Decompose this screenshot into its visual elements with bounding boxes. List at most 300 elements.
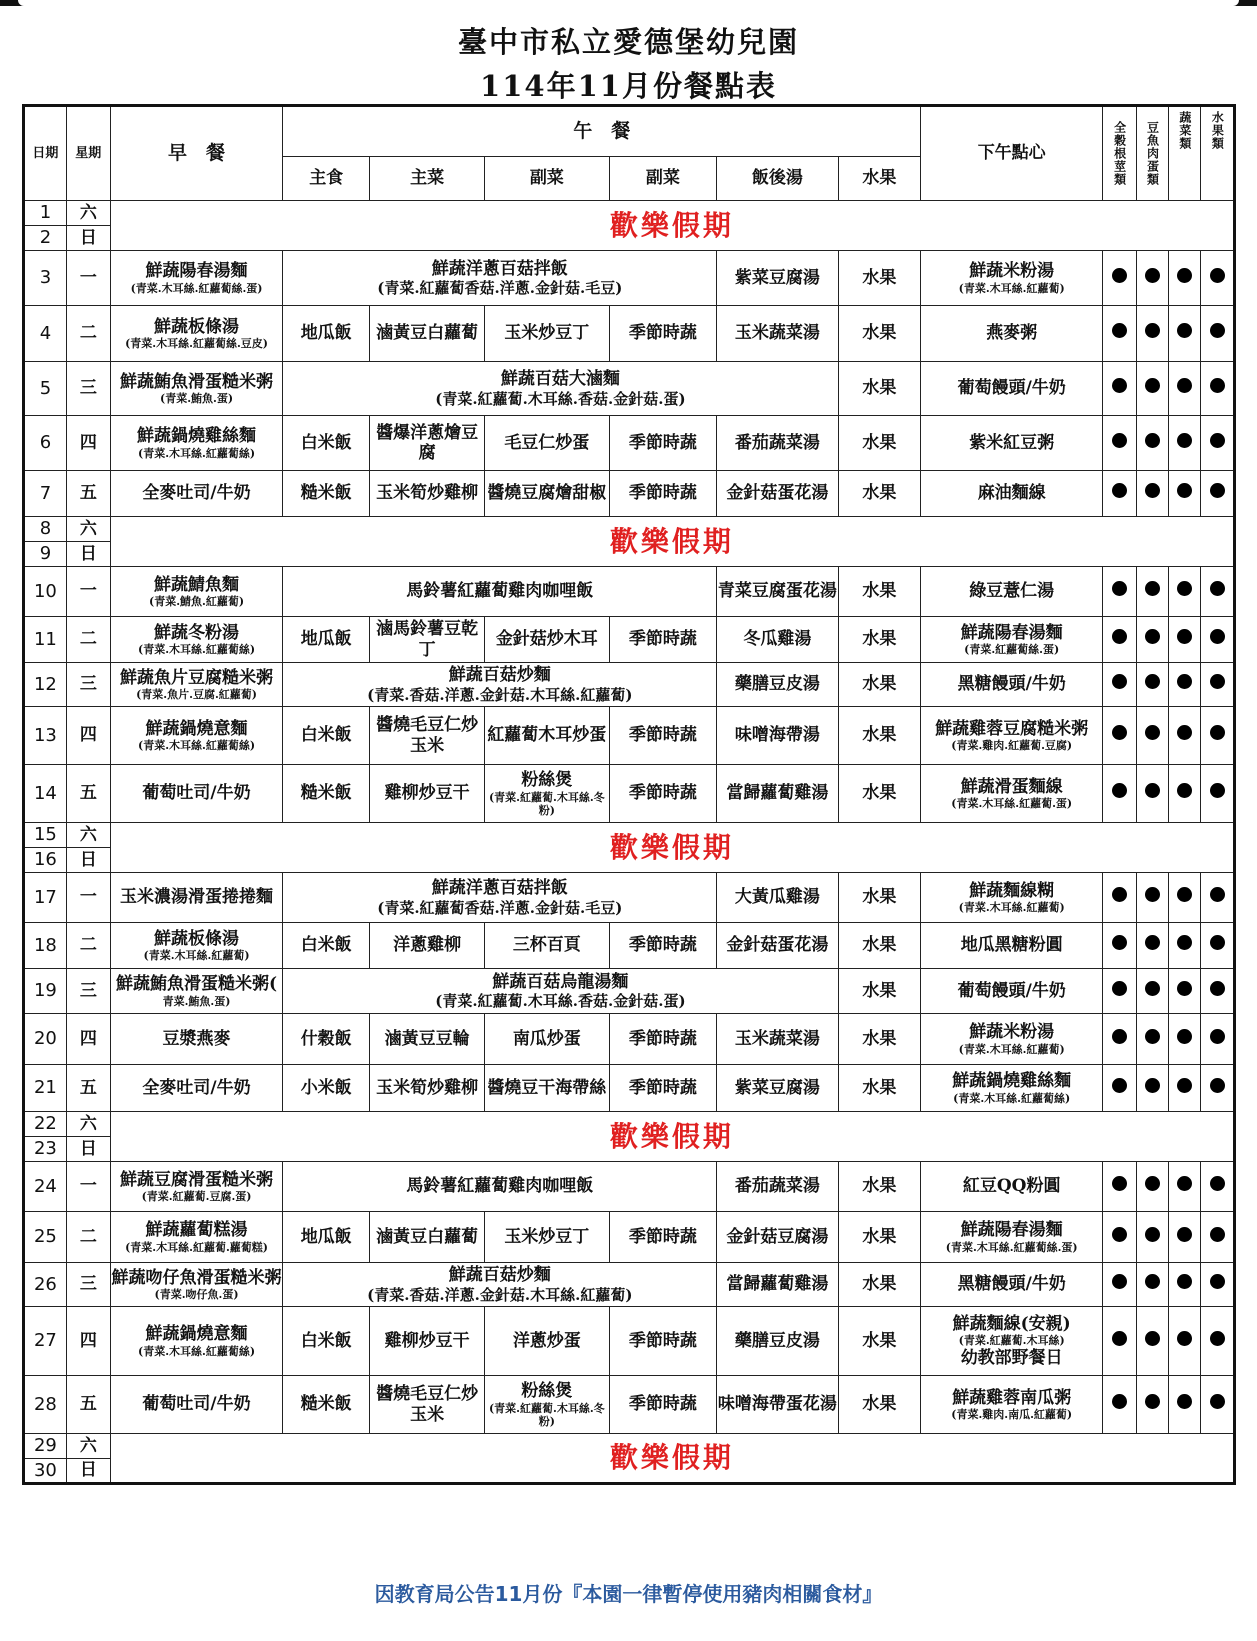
breakfast-name: 鮮蔬豆腐滑蛋糙米粥 bbox=[120, 1169, 274, 1190]
fruit-group-mark-cell bbox=[1201, 765, 1235, 823]
main-dish-cell bbox=[370, 306, 485, 362]
breakfast-cell bbox=[110, 707, 283, 765]
grains-mark-cell bbox=[1103, 765, 1136, 823]
breakfast-name: 玉米濃湯滑蛋捲捲麵 bbox=[120, 887, 274, 908]
date-cell bbox=[24, 1434, 67, 1459]
lunch-merged-cell bbox=[283, 1162, 717, 1212]
header-side2: 副菜 bbox=[609, 157, 717, 201]
fruit-cell bbox=[838, 362, 921, 416]
grains-mark-cell bbox=[1103, 362, 1136, 416]
soup-name: 番茄蔬菜湯 bbox=[734, 1176, 820, 1197]
grains-mark-cell bbox=[1103, 1307, 1136, 1376]
date-cell bbox=[24, 471, 67, 517]
weekday-cell bbox=[66, 362, 110, 416]
meal-row bbox=[24, 969, 1235, 1014]
breakfast-ingredients: (青菜.鯖魚.紅蘿蔔) bbox=[148, 595, 245, 609]
lunch-merged-cell bbox=[283, 873, 717, 923]
grains-dot bbox=[1112, 268, 1127, 283]
soup-cell bbox=[717, 1307, 838, 1376]
grains-mark-cell bbox=[1103, 1162, 1136, 1212]
breakfast-name: 鮮蔬鍋燒意麵 bbox=[145, 718, 248, 739]
breakfast-name: 葡萄吐司/牛奶 bbox=[142, 783, 251, 804]
grains-mark-cell bbox=[1103, 1212, 1136, 1263]
snack-name: 葡萄饅頭/牛奶 bbox=[957, 980, 1066, 1001]
holiday-label: 歡樂假期 bbox=[609, 830, 734, 864]
staple-cell bbox=[283, 923, 370, 969]
date-number: 22 bbox=[33, 1113, 57, 1135]
main-dish-name: 醬燒毛豆仁炒玉米 bbox=[376, 1384, 479, 1425]
side-dish-name: 毛豆仁炒蛋 bbox=[504, 432, 590, 453]
soup-name: 味噌海帶湯 bbox=[734, 725, 820, 746]
weekday-cell bbox=[66, 873, 110, 923]
fruit-cell bbox=[838, 663, 921, 707]
fruit-group-mark-cell bbox=[1201, 416, 1235, 471]
soup-name: 大黃瓜雞湯 bbox=[734, 887, 820, 908]
fruit-name: 水果 bbox=[862, 629, 897, 650]
weekday-cell bbox=[66, 251, 110, 306]
weekday-cell bbox=[66, 765, 110, 823]
soup-cell bbox=[717, 306, 838, 362]
vegetable-dot bbox=[1177, 1394, 1192, 1409]
protein-mark-cell bbox=[1136, 416, 1168, 471]
main-dish-name: 洋蔥雞柳 bbox=[393, 935, 462, 956]
fruit-cell bbox=[838, 306, 921, 362]
header-fruit-group-label: 水果類 bbox=[1210, 111, 1225, 150]
grains-mark-cell bbox=[1103, 416, 1136, 471]
date-cell bbox=[24, 226, 67, 251]
weekday-label: 六 bbox=[79, 518, 97, 539]
soup-name: 玉米蔬菜湯 bbox=[734, 323, 820, 344]
vegetable-dot bbox=[1177, 674, 1192, 689]
side-dish-cell bbox=[485, 1376, 609, 1434]
breakfast-cell bbox=[110, 362, 283, 416]
grains-dot bbox=[1112, 725, 1127, 740]
date-cell bbox=[24, 873, 67, 923]
fruit-group-dot bbox=[1210, 887, 1225, 902]
weekday-cell bbox=[66, 1263, 110, 1307]
protein-mark-cell bbox=[1136, 1065, 1168, 1112]
date-number: 24 bbox=[33, 1175, 57, 1197]
grains-dot bbox=[1112, 783, 1127, 798]
snack-name: 鮮蔬麵線糊 bbox=[969, 880, 1055, 901]
side-dish-cell bbox=[609, 617, 717, 663]
snack-name: 紅豆QQ粉圓 bbox=[962, 1176, 1061, 1197]
date-number: 16 bbox=[33, 849, 57, 871]
lunch-merged-name: 馬鈴薯紅蘿蔔雞肉咖哩飯 bbox=[406, 1176, 594, 1197]
snack-ingredients: (青菜.木耳絲.紅蘿蔔) bbox=[958, 281, 1065, 295]
soup-cell bbox=[717, 251, 838, 306]
vegetable-mark-cell bbox=[1169, 923, 1201, 969]
grains-dot bbox=[1112, 674, 1127, 689]
breakfast-cell bbox=[110, 306, 283, 362]
fruit-group-mark-cell bbox=[1201, 873, 1235, 923]
grains-dot bbox=[1112, 433, 1127, 448]
vegetable-mark-cell bbox=[1169, 969, 1201, 1014]
lunch-merged-cell bbox=[283, 567, 717, 617]
vegetable-dot bbox=[1177, 323, 1192, 338]
fruit-cell bbox=[838, 1212, 921, 1263]
header-lunch: 午 餐 bbox=[283, 106, 921, 157]
side-dish-name: 醬燒豆干海帶絲 bbox=[487, 1077, 607, 1098]
weekday-cell bbox=[66, 923, 110, 969]
weekday-label: 六 bbox=[79, 202, 97, 223]
vegetable-mark-cell bbox=[1169, 873, 1201, 923]
snack-name: 鮮蔬麵線(安親) bbox=[952, 1314, 1071, 1335]
meal-row bbox=[24, 617, 1235, 663]
fruit-cell bbox=[838, 1065, 921, 1112]
side-dish-name: 季節時蔬 bbox=[628, 1330, 697, 1351]
vegetable-dot bbox=[1177, 378, 1192, 393]
weekday-cell bbox=[66, 567, 110, 617]
date-cell bbox=[24, 1014, 67, 1065]
date-number: 8 bbox=[39, 518, 52, 540]
side-dish-cell bbox=[485, 707, 609, 765]
lunch-merged-cell bbox=[283, 663, 717, 707]
protein-mark-cell bbox=[1136, 617, 1168, 663]
fruit-group-dot bbox=[1210, 323, 1225, 338]
pork-notice: 因教育局公告11月份『本園一律暫停使用豬肉相關食材』 bbox=[374, 1582, 883, 1606]
soup-cell bbox=[717, 1065, 838, 1112]
side-dish-cell bbox=[485, 765, 609, 823]
date-number: 10 bbox=[33, 580, 57, 602]
weekday-label: 二 bbox=[79, 629, 97, 650]
holiday-row bbox=[24, 1434, 1235, 1459]
protein-dot bbox=[1145, 483, 1160, 498]
weekday-label: 日 bbox=[79, 543, 97, 564]
staple-name: 糙米飯 bbox=[300, 1394, 352, 1415]
protein-mark-cell bbox=[1136, 663, 1168, 707]
vegetable-mark-cell bbox=[1169, 416, 1201, 471]
weekday-cell bbox=[66, 707, 110, 765]
main-dish-name: 玉米筍炒雞柳 bbox=[376, 1077, 479, 1098]
main-dish-name: 滷馬鈴薯豆乾丁 bbox=[376, 619, 479, 660]
fruit-group-dot bbox=[1210, 783, 1225, 798]
weekday-label: 三 bbox=[79, 674, 97, 695]
vegetable-dot bbox=[1177, 725, 1192, 740]
fruit-cell bbox=[838, 765, 921, 823]
soup-name: 青菜豆腐蛋花湯 bbox=[717, 581, 837, 602]
staple-name: 小米飯 bbox=[300, 1077, 352, 1098]
fruit-group-mark-cell bbox=[1201, 1263, 1235, 1307]
vegetable-mark-cell bbox=[1169, 1376, 1201, 1434]
snack-cell bbox=[921, 306, 1103, 362]
snack-cell bbox=[921, 873, 1103, 923]
side-dish-cell bbox=[609, 306, 717, 362]
weekday-label: 日 bbox=[79, 1460, 97, 1481]
side-dish-cell bbox=[609, 923, 717, 969]
holiday-cell bbox=[110, 823, 1234, 873]
holiday-label: 歡樂假期 bbox=[609, 1441, 734, 1475]
grains-dot bbox=[1112, 887, 1127, 902]
breakfast-cell bbox=[110, 1376, 283, 1434]
meal-row bbox=[24, 471, 1235, 517]
breakfast-name: 鮮蔬吻仔魚滑蛋糙米粥 bbox=[111, 1267, 282, 1288]
fruit-cell bbox=[838, 1263, 921, 1307]
soup-name: 番茄蔬菜湯 bbox=[734, 432, 820, 453]
weekday-cell bbox=[66, 617, 110, 663]
grains-mark-cell bbox=[1103, 1065, 1136, 1112]
weekday-label: 二 bbox=[79, 935, 97, 956]
protein-mark-cell bbox=[1136, 1376, 1168, 1434]
fruit-name: 水果 bbox=[862, 674, 897, 695]
side-dish-name: 南瓜炒蛋 bbox=[512, 1028, 581, 1049]
snack-cell bbox=[921, 1212, 1103, 1263]
date-number: 17 bbox=[33, 886, 57, 908]
protein-dot bbox=[1145, 433, 1160, 448]
breakfast-ingredients: (青菜.吻仔魚.蛋) bbox=[154, 1288, 239, 1302]
fruit-group-dot bbox=[1210, 674, 1225, 689]
breakfast-name: 鮮蔬板條湯 bbox=[154, 928, 240, 949]
weekday-cell bbox=[66, 517, 110, 542]
menu-title: 114年11月份餐點表 bbox=[480, 69, 777, 103]
date-cell bbox=[24, 1263, 67, 1307]
soup-cell bbox=[717, 471, 838, 517]
snack-name: 鮮蔬米粉湯 bbox=[969, 261, 1055, 282]
protein-mark-cell bbox=[1136, 1263, 1168, 1307]
snack-cell bbox=[921, 416, 1103, 471]
protein-dot bbox=[1145, 1331, 1160, 1346]
meal-row bbox=[24, 923, 1235, 969]
main-dish-cell bbox=[370, 416, 485, 471]
grains-dot bbox=[1112, 935, 1127, 950]
lunch-merged-name: 鮮蔬百菇烏龍湯麵 bbox=[492, 971, 629, 992]
breakfast-cell bbox=[110, 251, 283, 306]
breakfast-name: 鮮蔬冬粉湯 bbox=[154, 622, 240, 643]
protein-dot bbox=[1145, 1176, 1160, 1191]
vegetable-dot bbox=[1177, 268, 1192, 283]
meal-row bbox=[24, 251, 1235, 306]
fruit-group-dot bbox=[1210, 1331, 1225, 1346]
grains-mark-cell bbox=[1103, 617, 1136, 663]
weekday-label: 三 bbox=[79, 378, 97, 399]
date-cell bbox=[24, 765, 67, 823]
protein-dot bbox=[1145, 725, 1160, 740]
grains-mark-cell bbox=[1103, 1263, 1136, 1307]
weekday-cell bbox=[66, 1376, 110, 1434]
fruit-group-mark-cell bbox=[1201, 617, 1235, 663]
protein-dot bbox=[1145, 581, 1160, 596]
snack-cell bbox=[921, 1162, 1103, 1212]
vegetable-dot bbox=[1177, 1029, 1192, 1044]
snack-ingredients: (青菜.雞肉.南瓜.紅蘿蔔) bbox=[951, 1408, 1073, 1422]
side-dish-cell bbox=[609, 1212, 717, 1263]
vegetable-dot bbox=[1177, 1331, 1192, 1346]
meal-row bbox=[24, 306, 1235, 362]
breakfast-ingredients: (青菜.木耳絲.紅蘿蔔.蘿蔔糕) bbox=[125, 1240, 268, 1254]
snack-cell bbox=[921, 1263, 1103, 1307]
staple-cell bbox=[283, 1307, 370, 1376]
protein-mark-cell bbox=[1136, 251, 1168, 306]
snack-cell bbox=[921, 663, 1103, 707]
weekday-label: 一 bbox=[79, 581, 97, 602]
protein-mark-cell bbox=[1136, 923, 1168, 969]
date-cell bbox=[24, 1137, 67, 1162]
side-dish-name: 季節時蔬 bbox=[628, 783, 697, 804]
side-dish-cell bbox=[609, 707, 717, 765]
main-dish-name: 醬爆洋蔥燴豆腐 bbox=[376, 422, 479, 463]
main-dish-cell bbox=[370, 1307, 485, 1376]
weekday-cell bbox=[66, 1307, 110, 1376]
fruit-group-mark-cell bbox=[1201, 362, 1235, 416]
header-breakfast: 早 餐 bbox=[110, 106, 283, 201]
staple-name: 白米飯 bbox=[300, 1330, 352, 1351]
holiday-row bbox=[24, 823, 1235, 848]
date-cell bbox=[24, 201, 67, 226]
grains-dot bbox=[1112, 581, 1127, 596]
snack-cell bbox=[921, 617, 1103, 663]
soup-cell bbox=[717, 707, 838, 765]
lunch-merged-cell bbox=[283, 362, 838, 416]
staple-name: 地瓜飯 bbox=[300, 1226, 352, 1247]
grains-dot bbox=[1112, 1394, 1127, 1409]
protein-dot bbox=[1145, 378, 1160, 393]
fruit-cell bbox=[838, 923, 921, 969]
fruit-name: 水果 bbox=[862, 1077, 897, 1098]
breakfast-name: 全麥吐司/牛奶 bbox=[142, 483, 251, 504]
breakfast-cell bbox=[110, 1307, 283, 1376]
vegetable-dot bbox=[1177, 581, 1192, 596]
vegetable-dot bbox=[1177, 935, 1192, 950]
fruit-cell bbox=[838, 1376, 921, 1434]
weekday-label: 一 bbox=[79, 1176, 97, 1197]
fruit-group-dot bbox=[1210, 1078, 1225, 1093]
staple-cell bbox=[283, 471, 370, 517]
date-number: 14 bbox=[33, 782, 57, 804]
breakfast-cell bbox=[110, 969, 283, 1014]
lunch-merged-ingredients: (青菜.香菇.洋蔥.金針菇.木耳絲.紅蘿蔔) bbox=[367, 685, 633, 704]
protein-dot bbox=[1145, 674, 1160, 689]
breakfast-name: 鮮蔬板條湯 bbox=[154, 316, 240, 337]
lunch-merged-name: 鮮蔬洋蔥百菇拌飯 bbox=[431, 878, 568, 899]
snack-ingredients: (青菜.紅蘿蔔.木耳絲) bbox=[958, 1334, 1065, 1348]
weekday-cell bbox=[66, 1162, 110, 1212]
soup-cell bbox=[717, 663, 838, 707]
grains-dot bbox=[1112, 1078, 1127, 1093]
soup-name: 冬瓜雞湯 bbox=[743, 629, 812, 650]
soup-cell bbox=[717, 1376, 838, 1434]
weekday-label: 四 bbox=[79, 725, 97, 746]
fruit-group-dot bbox=[1210, 981, 1225, 996]
lunch-merged-name: 馬鈴薯紅蘿蔔雞肉咖哩飯 bbox=[406, 581, 594, 602]
protein-dot bbox=[1145, 887, 1160, 902]
snack-name: 燕麥粥 bbox=[986, 323, 1038, 344]
grains-mark-cell bbox=[1103, 969, 1136, 1014]
fruit-group-mark-cell bbox=[1201, 969, 1235, 1014]
fruit-name: 水果 bbox=[862, 267, 897, 288]
fruit-group-mark-cell bbox=[1201, 471, 1235, 517]
side-dish-cell bbox=[485, 306, 609, 362]
date-cell bbox=[24, 542, 67, 567]
date-cell bbox=[24, 707, 67, 765]
soup-cell bbox=[717, 617, 838, 663]
snack-name: 鮮蔬陽春湯麵 bbox=[960, 622, 1063, 643]
side-dish-cell bbox=[485, 1014, 609, 1065]
holiday-cell bbox=[110, 1434, 1234, 1484]
snack-name: 鮮蔬雞蓉南瓜粥 bbox=[952, 1387, 1072, 1408]
fruit-group-dot bbox=[1210, 1176, 1225, 1191]
breakfast-name: 鮮蔬鍋燒意麵 bbox=[145, 1324, 248, 1345]
fruit-group-dot bbox=[1210, 935, 1225, 950]
meal-row bbox=[24, 416, 1235, 471]
staple-cell bbox=[283, 707, 370, 765]
fruit-name: 水果 bbox=[862, 1274, 897, 1295]
fruit-group-dot bbox=[1210, 1274, 1225, 1289]
side-dish-cell bbox=[609, 765, 717, 823]
grains-mark-cell bbox=[1103, 873, 1136, 923]
breakfast-cell bbox=[110, 1162, 283, 1212]
side-dish-name: 季節時蔬 bbox=[628, 432, 697, 453]
vegetable-mark-cell bbox=[1169, 1263, 1201, 1307]
lunch-merged-ingredients: (青菜.香菇.洋蔥.金針菇.木耳絲.紅蘿蔔) bbox=[367, 1285, 633, 1304]
breakfast-cell bbox=[110, 923, 283, 969]
breakfast-name: 鮮蔬蘿蔔糕湯 bbox=[145, 1220, 248, 1241]
weekday-cell bbox=[66, 663, 110, 707]
snack-ingredients: (青菜.雞肉.紅蘿蔔.豆腐) bbox=[951, 739, 1073, 753]
side-dish-cell bbox=[485, 1212, 609, 1263]
meal-row bbox=[24, 567, 1235, 617]
snack-cell bbox=[921, 567, 1103, 617]
grains-mark-cell bbox=[1103, 306, 1136, 362]
fruit-name: 水果 bbox=[862, 1028, 897, 1049]
fruit-cell bbox=[838, 567, 921, 617]
vegetable-dot bbox=[1177, 1227, 1192, 1242]
meal-row bbox=[24, 362, 1235, 416]
date-cell bbox=[24, 617, 67, 663]
weekday-cell bbox=[66, 306, 110, 362]
main-dish-cell bbox=[370, 923, 485, 969]
soup-cell bbox=[717, 416, 838, 471]
snack-ingredients: (青菜.木耳絲.紅蘿蔔) bbox=[958, 1042, 1065, 1056]
fruit-group-mark-cell bbox=[1201, 663, 1235, 707]
grains-dot bbox=[1112, 323, 1127, 338]
date-number: 2 bbox=[39, 227, 52, 249]
fruit-name: 水果 bbox=[862, 323, 897, 344]
date-cell bbox=[24, 416, 67, 471]
side-dish-cell bbox=[485, 617, 609, 663]
fruit-group-mark-cell bbox=[1201, 1376, 1235, 1434]
date-number: 12 bbox=[33, 673, 57, 695]
fruit-cell bbox=[838, 1014, 921, 1065]
protein-dot bbox=[1145, 1394, 1160, 1409]
breakfast-cell bbox=[110, 471, 283, 517]
protein-dot bbox=[1145, 323, 1160, 338]
breakfast-ingredients: 青菜.鮪魚.蛋) bbox=[162, 994, 231, 1008]
main-dish-cell bbox=[370, 1212, 485, 1263]
side-dish-name: 三杯百頁 bbox=[512, 935, 581, 956]
side-dish-cell bbox=[485, 1065, 609, 1112]
breakfast-ingredients: (青菜.木耳絲.紅蘿蔔絲) bbox=[137, 643, 256, 657]
side-dish-ingredients: (青菜.紅蘿蔔.木耳絲.冬粉) bbox=[488, 1401, 605, 1428]
date-cell bbox=[24, 969, 67, 1014]
snack-name: 葡萄饅頭/牛奶 bbox=[957, 378, 1066, 399]
lunch-merged-cell bbox=[283, 251, 717, 306]
header-vegetable bbox=[1169, 106, 1201, 201]
header-grains bbox=[1103, 106, 1136, 201]
meal-row bbox=[24, 1014, 1235, 1065]
main-dish-cell bbox=[370, 707, 485, 765]
soup-cell bbox=[717, 923, 838, 969]
protein-dot bbox=[1145, 981, 1160, 996]
school-name: 臺中市私立愛德堡幼兒園 bbox=[457, 25, 799, 59]
side-dish-name: 季節時蔬 bbox=[628, 725, 697, 746]
soup-name: 紫菜豆腐湯 bbox=[734, 1077, 820, 1098]
vegetable-dot bbox=[1177, 981, 1192, 996]
lunch-merged-ingredients: (青菜.紅蘿蔔香菇.洋蔥.金針菇.毛豆) bbox=[377, 898, 623, 917]
weekday-cell bbox=[66, 1112, 110, 1137]
staple-name: 白米飯 bbox=[300, 935, 352, 956]
soup-cell bbox=[717, 1212, 838, 1263]
header-side1: 副菜 bbox=[485, 157, 609, 201]
